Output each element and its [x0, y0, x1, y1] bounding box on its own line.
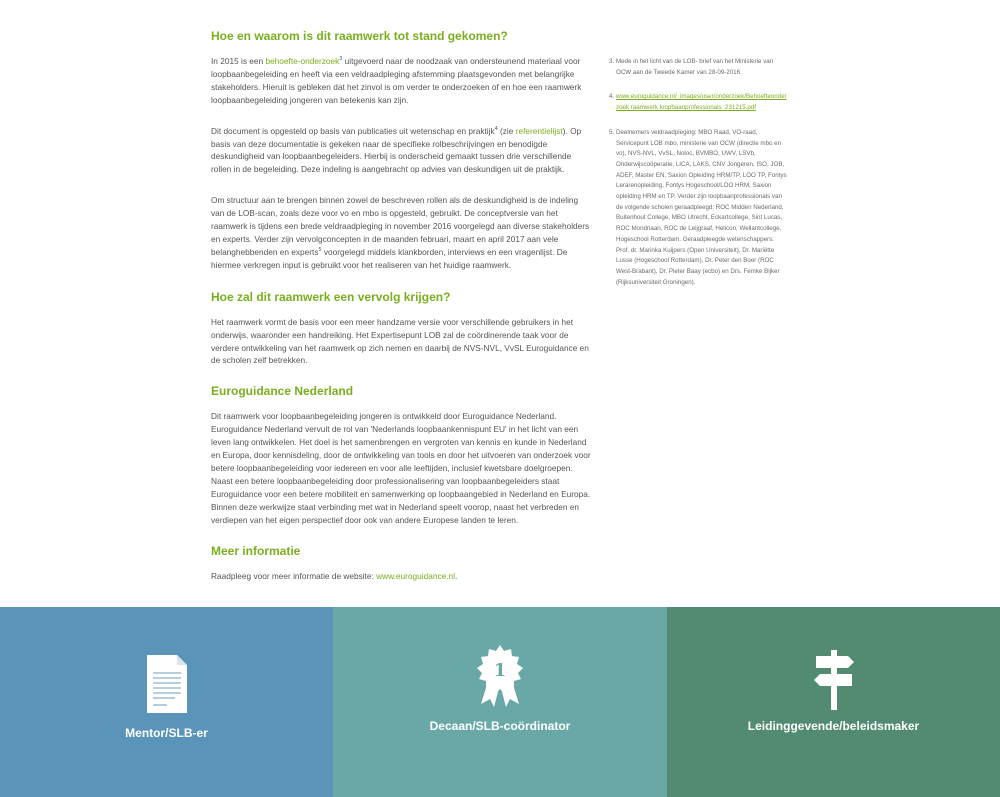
- heading-follow-up: Hoe zal dit raamwerk een vervolg krijgen?: [211, 289, 451, 304]
- text: voorgelegd middels klankborden, interviews en een vragenlijst. De hiermee verkregen input is gebruikt voor het realiseren van het huidige raamwerk.: [211, 246, 568, 270]
- panel-label-decaan: Decaan/SLB-coördinator: [429, 719, 571, 733]
- footnote-number: 5.: [609, 128, 615, 136]
- paragraph-follow-up: Het raamwerk vormt de basis voor een meer handzame versie voor verschillende gebruikers in het onderwijs, waaronder een handreiking. Het Expertisepunt LOB zal de coördinerende taak voor de verdere ontwikkeling van het raamwerk op zich nemen en daarbij de NVS-NVL, VvSL Euroguidance en de scholen zelf betrekken.: [211, 316, 589, 366]
- main-content: [211, 28, 591, 583]
- footnote-text: Mede in het licht van de LOB- brief van het Ministerie van OCW aan de Tweede Kamer van 28-09-2016.: [616, 58, 774, 76]
- footnote-number: 3.: [609, 58, 615, 65]
- link-referentielijst[interactable]: referentielijst: [515, 125, 563, 136]
- paragraph-more-info: [211, 570, 591, 583]
- heading-more-info: Meer informatie: [211, 544, 301, 559]
- award-badge-icon: [475, 644, 525, 713]
- footnote-3: [609, 57, 787, 78]
- text: Raadpleeg voor meer informatie de website:: [211, 571, 377, 582]
- heading-euroguidance: Euroguidance Nederland: [211, 384, 354, 399]
- panel-mentor[interactable]: [0, 607, 333, 797]
- text: ). Op basis van deze documentatie is gekeken naar de specifieke rolbeschrijvingen en benodigde deskundigheid van loopbaanbegeleiders. Hierbij is onderscheid gemaakt tussen drie verschillende rollen in de begeleiding. Deze indeling is aangebracht op advies van deskundigen uit de praktijk.: [211, 125, 582, 175]
- panel-label-mentor: Mentor/SLB-er: [125, 726, 208, 740]
- award-badge-number: 1: [493, 660, 507, 681]
- heading-how-and-why: Hoe en waarom is dit raamwerk tot stand gekomen?: [211, 29, 508, 43]
- footnote-4: [609, 92, 787, 113]
- link-euroguidance-website[interactable]: www.euroguidance.nl: [376, 571, 455, 582]
- link-behoefte-onderzoek[interactable]: behoefte-onderzoek: [265, 56, 340, 66]
- signpost-icon: [812, 648, 856, 715]
- text: .: [454, 571, 458, 582]
- panel-leidinggevende[interactable]: [667, 607, 1000, 797]
- footnote-text: Deelnemers veldraadpleging: MBO Raad, VO-raad, Servicepunt LOB mbo, ministerie van OCW (directie mbo en vo), NVS-NVL, VvSL, Noloc, BVMBO, UWV, LSVb, Onderwijscoöperatie, LICA, LAKS, CNV Jongeren, ISO, JOB, ADEF, Master EN, Saxion Opleiding HRM/TP, LOO TP, Fontys Lerarenopleiding, Fontys Hogeschool/LOO HRM, Saxion opleiding HRM en TP. Verder zijn loopbaanprofessionals van de volgende scholen geraadpleegd: ROC Midden Nederland, Buitenhout College, MBO Utrecht, Eckartcollege, Sint Lucas, ROC Mondriaan, ROC de Leijgraaf, Helicon, Wellantcollege, Hogeschool Rotterdam. Geraadpleegde wetenschappers: Prof. dr. Marinka Kuijpers (Open Universiteit), Dr. Mariëtte Lusse (Hogeschool Rotterdam), Dr. Peter den Boer (ROC West-Brabant), Dr. Pieter Baay (ecbo) en Drs. Femke Bijker (Rijksuniversiteit Groningen).: [616, 128, 787, 286]
- text: Om structuur aan te brengen binnen zowel de beschreven rollen als de deskundigheid is de indeling van de LOB-scan, zoals deze voor vo en mbo is opgesteld, gebruikt. De conceptversie van het raamwerk is tijdens een brede veldraadpleging in november 2016 voorgelegd aan diverse stakeholders en experts. Verder zijn vervolgconcepten in de maanden februari, maart en april 2017 aan vele belanghebbenden en experts: [211, 195, 590, 257]
- document-icon: [145, 653, 189, 720]
- footnote-ref-5[interactable]: 5: [318, 247, 322, 254]
- footnote-5: [609, 128, 787, 289]
- footnotes: [609, 57, 787, 302]
- footnote-number: 4.: [609, 93, 615, 101]
- paragraph-how-why-3: [211, 194, 591, 271]
- text: (zie: [497, 125, 516, 136]
- panel-label-leidinggevende: Leidinggevende/beleidsmaker: [747, 719, 920, 733]
- panel-decaan[interactable]: [333, 607, 667, 797]
- text: uitgevoerd naar de noodzaak van ondersteunend materiaal voor loopbaanbegeleiding en heeft via een veldraadpleging afstemming plaatsgevonden met belangrijke stakeholders. Hieruit is gebleken dat het zinvol is om verder te onderzoeken of en hoe een raamwerk loopbaanbegeleiding jongeren van betekenis kan zijn.: [211, 56, 582, 105]
- paragraph-how-why-2: [211, 125, 591, 177]
- text: In 2015 is een: [211, 56, 266, 66]
- footnote-link-behoefteonderzoek[interactable]: www.euroguidance.nl/_images/user/onderzoek/Behoefteonderzoek raamwerk loopbaanprofessionals_231215.pdf: [616, 93, 787, 112]
- footnote-ref-4[interactable]: 4: [494, 125, 498, 132]
- role-panels: [0, 607, 1000, 797]
- paragraph-euroguidance: Dit raamwerk voor loopbaanbegeleiding jongeren is ontwikkeld door Euroguidance Nederland. Euroguidance Nederland vervult de rol van 'Nederlands loopbaankennispunt EU' in het licht van een leven lang ontwikkelen. Het doel is het samenbrengen en vergroten van kennis en kunde in Nederland en Europa, door kennisdeling, door de ontwikkeling van tools en door het uitvoeren van onderzoek voor betere loopbaanbegeleiding voor iedereen en voor alle leeftijden, inclusief kwetsbare doelgroepen. Naast een betere loopbaanbegeleiding door professionalisering van loopbaanbegeleiders staat Euroguidance voor een betere mobiliteit en samenwerking op loopbaangebied in Nederland en Europa. Binnen deze werkwijze staat verbinding met wat in Nederland speelt voorop, naast het verbreden en verdiepen van het eigen perspectief door ook van andere Europese landen te leren.: [211, 411, 591, 525]
- footnote-ref-3[interactable]: 3: [339, 56, 343, 63]
- text: Dit document is opgesteld op basis van publicaties uit wetenschap en praktijk: [211, 125, 495, 136]
- paragraph-how-why-1: [211, 55, 591, 107]
